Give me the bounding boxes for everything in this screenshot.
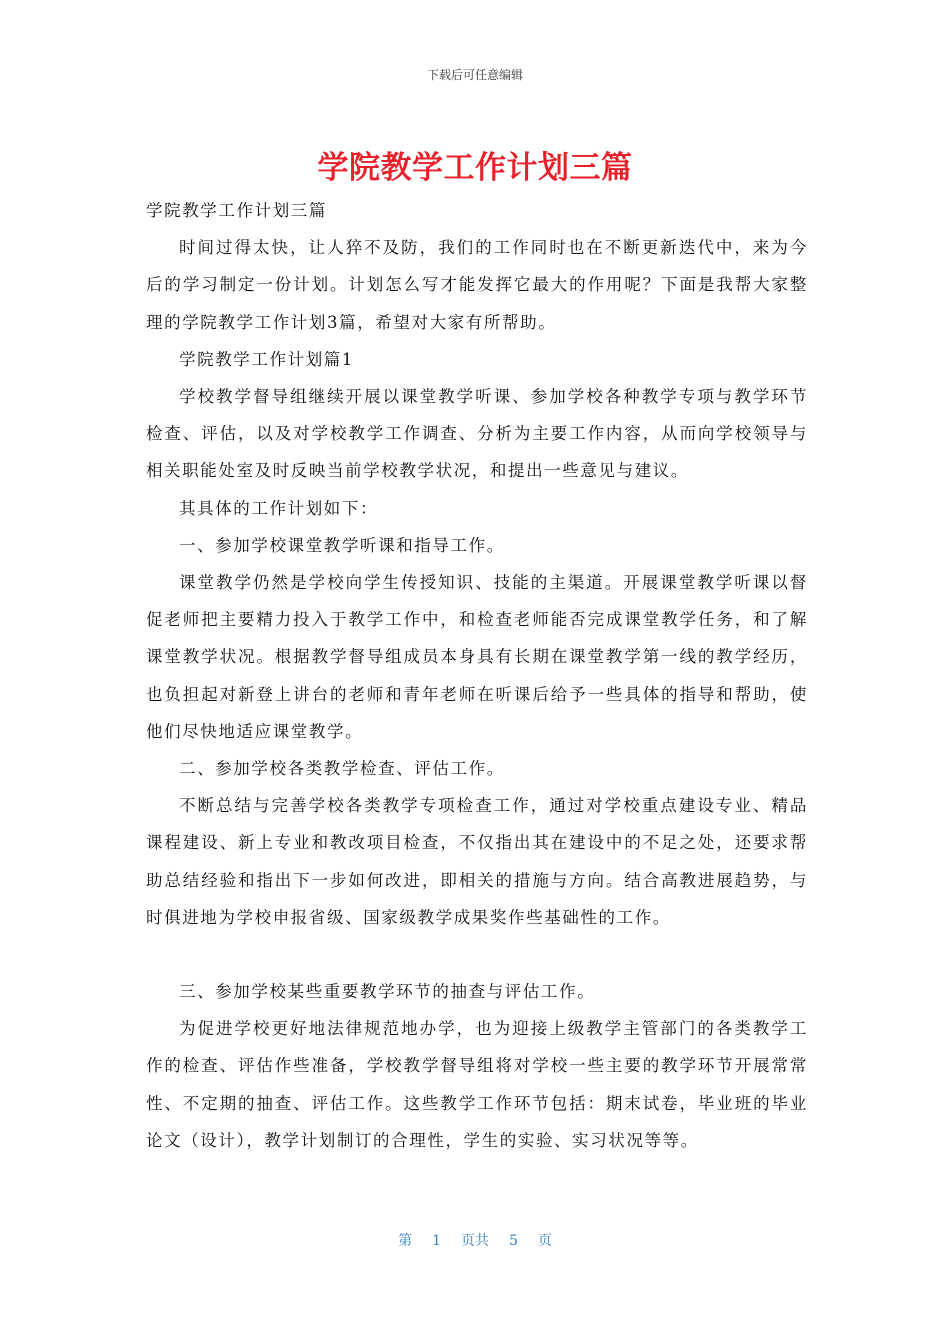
paragraph: 学院教学工作计划三篇 [146, 201, 327, 220]
paragraph: 为促进学校更好地法律规范地办学，也为迎接上级教学主管部门的各类教学工作的检查、评估作些准备，学校教学督导组将对学校一些主要的教学环节开展常常性、不定期的抽查、评估工作。这些教学工作环节包括：期末试卷，毕业班的毕业论文（设计），教学计划制订的合理性，学生的实验、实习状况等等。 [146, 1019, 808, 1150]
paragraph: 时间过得太快，让人猝不及防，我们的工作同时也在不断更新迭代中，来为今后的学习制定一份计划。计划怎么写才能发挥它最大的作用呢？下面是我帮大家整理的学院教学工作计划3篇，希望对大家有所帮助。 [146, 238, 808, 332]
footer-suffix: 页 [537, 1233, 552, 1249]
paragraph: 课堂教学仍然是学校向学生传授知识、技能的主渠道。开展课堂教学听课以督促老师把主要精力投入于教学工作中，和检查老师能否完成课堂教学任务，和了解课堂教学状况。根据教学督导组成员本身具有长期在课堂教学第一线的教学经历，也负担起对新登上讲台的老师和青年老师在听课后给予一些具体的指导和帮助，使他们尽快地适应课堂教学。 [146, 573, 808, 741]
footer-middle: 页共 [461, 1233, 489, 1249]
total-page-count: 5 [509, 1233, 518, 1249]
paragraph: 学校教学督导组继续开展以课堂教学听课、参加学校各种教学专项与教学环节检查、评估，以及对学校教学工作调查、分析为主要工作内容，从而向学校领导与相关职能处室及时反映当前学校教学状况，和提出一些意见与建议。 [146, 387, 808, 481]
section-heading: 学院教学工作计划篇1 [179, 349, 354, 369]
section-heading: 三、参加学校某些重要教学环节的抽查与评估工作。 [179, 982, 596, 1002]
page-footer [0, 1230, 950, 1250]
document-title: 学院教学工作计划三篇 [317, 150, 633, 186]
paragraph: 其具体的工作计划如下： [179, 498, 379, 518]
paragraph: 不断总结与完善学校各类教学专项检查工作，通过对学校重点建设专业、精品课程建设、新上专业和教改项目检查，不仅指出其在建设中的不足之处，还要求帮助总结经验和指出下一步如何改进，即相关的措施与方向。结合高教进展趋势，与时俱进地为学校申报省级、国家级教学成果奖作些基础性的工作。 [146, 796, 808, 927]
header-note: 下载后可任意编辑 [426, 68, 523, 82]
section-heading: 二、参加学校各类教学检查、评估工作。 [179, 759, 505, 779]
current-page-number: 1 [432, 1233, 441, 1249]
footer-prefix: 第 [398, 1233, 413, 1249]
section-heading: 一、参加学校课堂教学听课和指导工作。 [179, 535, 505, 555]
document-body [146, 192, 808, 1159]
